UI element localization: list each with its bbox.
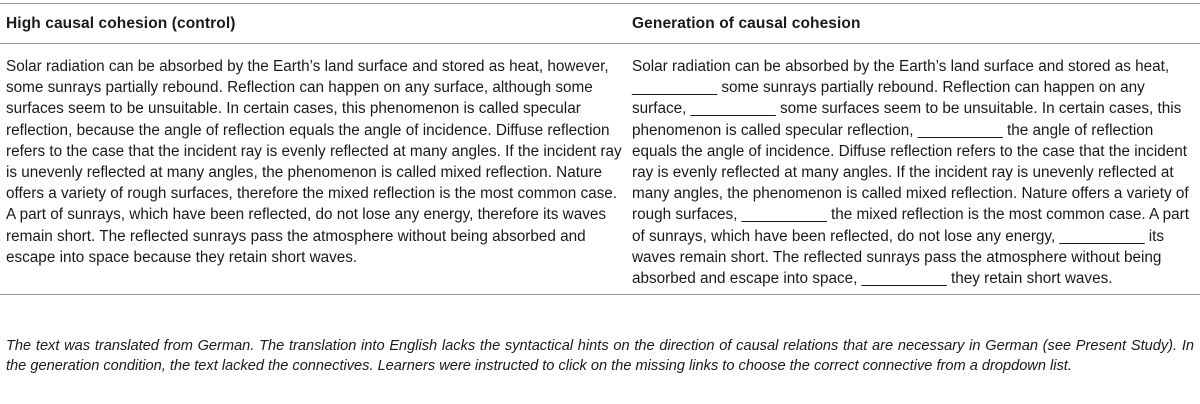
control-paragraph-1: Solar radiation can be absorbed by the Earth’s land surface and stored as heat, however, some sunrays partially rebound. Reflection can happen on any surface, although some surfaces seem to be unsuitable. In certain cases, this phenomenon is called specular reflection, because the angle of reflection equals the angle of incidence. Diffuse reflection refers to the case that the incident ray is evenly reflected at many angles. If the incident ray is unevenly reflected at many angles, the phenomenon is called mixed reflection. Nature offers a variety of rough surfaces, therefore the mixed reflection is the most common case. (6, 58, 622, 203)
comparison-table (0, 3, 1200, 295)
header-high-causal-cohesion: High causal cohesion (control) (6, 14, 236, 32)
control-paragraph-2: A part of sunrays, which have been reflected, do not lose any energy, therefore its waves remain short. The reflected sunrays pass the atmosphere without being absorbed and escape into space because they retain short waves. (6, 206, 607, 266)
table-body-row (0, 44, 1200, 294)
cell-control-text (0, 56, 626, 289)
table-bottom-rule (0, 294, 1200, 295)
cell-generation-text (626, 56, 1200, 289)
table-header-row (0, 4, 1200, 43)
table-footnote: The text was translated from German. The translation into English lacks the syntactical hints on the direction of causal relations that are necessary in German (see Present Study). In the generation condition, the text lacked the connectives. Learners were instructed to click on the missing links to choose the correct connective from a dropdown list. (6, 338, 1194, 375)
header-generation-causal-cohesion: Generation of causal cohesion (632, 14, 861, 32)
generation-paragraph: Solar radiation can be absorbed by the Earth’s land surface and stored as heat, __________ some sunrays partially rebound. Reflection can happen on any surface, __________ some surfaces seem to be unsuitable. In certain cases, this phenomenon is called specular reflection, __________ the angle of reflection equals the angle of incidence. Diffuse reflection refers to the case that the incident ray is evenly reflected at many angles. If the incident ray is unevenly reflected at many angles, the phenomenon is called mixed reflection. Nature offers a variety of rough surfaces, __________ the mixed reflection is the most common case. A part of sunrays, which have been reflected, do not lose any energy, __________ its waves remain short. The reflected sunrays pass the atmosphere without being absorbed and escape into space, __________ they retain short waves. (632, 58, 1189, 288)
